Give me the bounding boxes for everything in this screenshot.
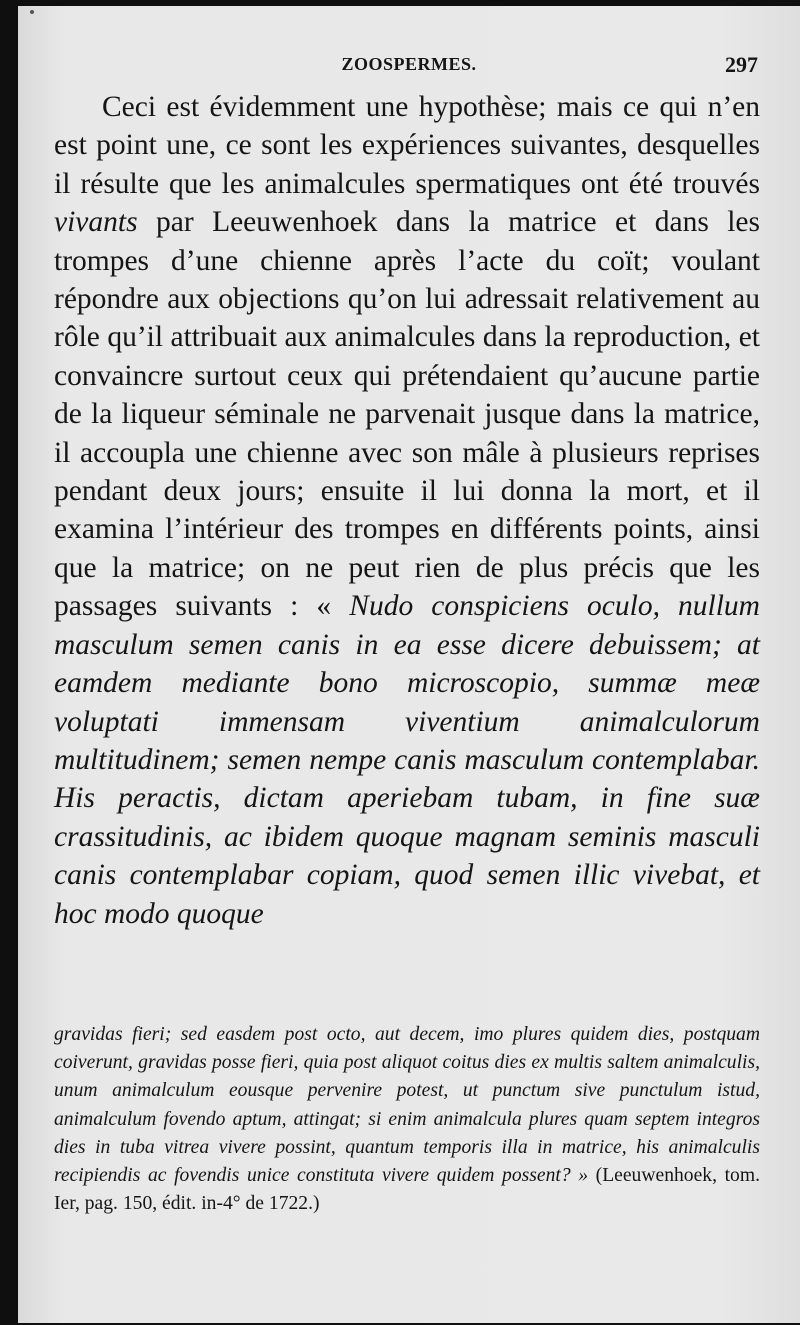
latin-quotation: Nudo conspiciens oculo, nullum masculum semen canis in ea esse dicere debuissem; at eamdem mediante bono microscopio, summæ meæ voluptati immensam viventium animalculorum multitudinem; semen nempe canis masculum contemplabar. His peractis, dictam aperiebam tubam, in fine suæ crassitudinis, ac ibidem quoque magnam seminis masculi canis contemplabar copiam, quod semen illic vivebat, et hoc modo quoque: [54, 590, 760, 930]
paragraph-text: par Leeuwenhoek dans la matrice et dans les trompes d’une chienne après l’acte du coït; voulant répondre aux objections qu’on lui adressait relativement au rôle qu’il attribuait aux animalcules dans la reproduction, et convaincre surtout ceux qui prétendaient qu’aucune partie de la liqueur séminale ne parvenait jusque dans la matrice, il accoupla une chienne avec son mâle à plusieurs reprises pendant deux jours; ensuite il lui donna la mort, et il examina l’intérieur des trompes en différents points, ainsi que la matrice; on ne peut rien de plus précis que les passages suivants : «: [54, 206, 760, 623]
emphasis-vivants: vivants: [54, 206, 138, 239]
footnote-quotation: [54, 1021, 760, 1218]
paragraph-text: Ceci est évidemment une hypothèse; mais ce qui n’en est point une, ce sont les expériences suivantes, desquelles il résulte que les animalcules spermatiques ont été trouvés: [54, 91, 760, 200]
main-paragraph: [54, 88, 760, 933]
running-head: ZOOSPERMES.: [341, 54, 477, 74]
page-header: [58, 52, 760, 82]
ink-speck: [30, 10, 34, 14]
footnote-citation: (Leeuwenhoek, tom. Ier, pag. 150, édit. in-4° de 1722.): [54, 1165, 760, 1215]
footnote-latin-text: gravidas fieri; sed easdem post octo, aut decem, imo plures quidem dies, postquam coiverunt, gravidas posse fieri, quia post aliquot coitus dies ex multis saltem animalculis, unum animalculum eousque pervenire potest, ut punctum sive punctulum istud, animalculum fovendo aptum, attingat; si enim animalcula plures quam septem integros dies in tuba vitrea vivere possint, quantum temporis illa in matrice, his animalculis recipiendis ac fovendis unice constituta vivere quidem possent? »: [54, 1024, 760, 1187]
book-page: [18, 6, 800, 1323]
page-number: 297: [725, 52, 758, 77]
